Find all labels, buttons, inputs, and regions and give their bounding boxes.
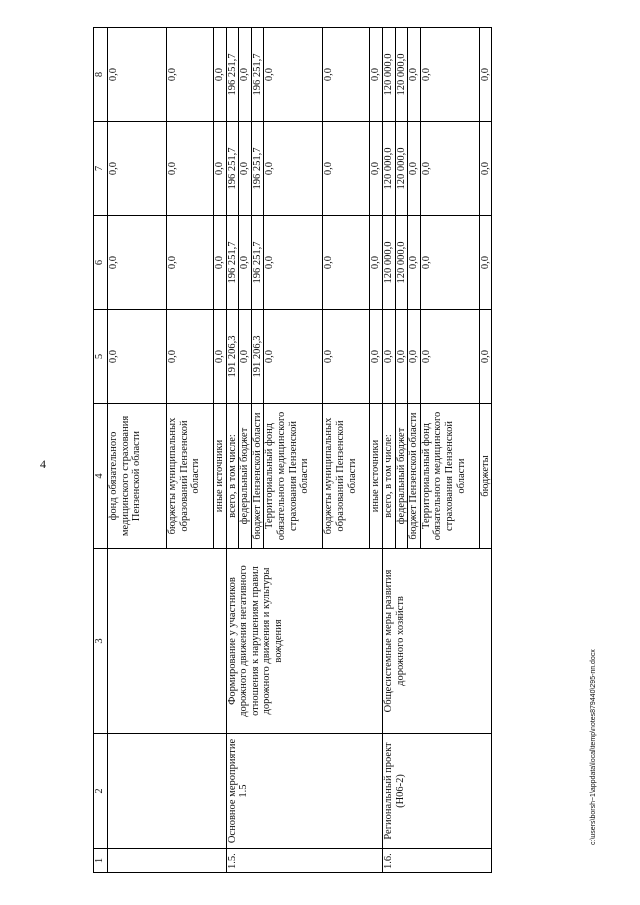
- measure-description: Формирование у участников дорожного движения негативного отношения к нарушениям правил дорожного движения и культуры вождения: [226, 549, 382, 734]
- row-number: 1.6.: [382, 849, 491, 873]
- header-cell: 4: [94, 404, 108, 549]
- value-cell: 0,0: [479, 310, 492, 404]
- value-cell: 196 251,7: [226, 28, 239, 122]
- value-cell: 0,0: [323, 310, 370, 404]
- empty-cell: [108, 549, 227, 734]
- value-cell: 0,0: [264, 28, 323, 122]
- value-cell: 120 000,0: [395, 122, 408, 216]
- source-cell: фонд обязательного медицинского страхования Пензенской области: [108, 404, 167, 549]
- value-cell: 0,0: [167, 310, 214, 404]
- value-cell: 0,0: [420, 28, 479, 122]
- value-cell: 196 251,7: [251, 122, 264, 216]
- value-cell: 0,0: [239, 310, 252, 404]
- value-cell: 0,0: [479, 122, 492, 216]
- value-cell: 120 000,0: [395, 216, 408, 310]
- source-cell: всего, в том числе:: [226, 404, 239, 549]
- source-cell: бюджет Пензенской области: [408, 404, 421, 549]
- table-row: [226, 28, 239, 873]
- header-cell: 1: [94, 849, 108, 873]
- rotated-table-container: [93, 28, 614, 873]
- source-cell: бюджеты муниципальных образований Пензенской области: [323, 404, 370, 549]
- source-cell: федеральный бюджет: [395, 404, 408, 549]
- value-cell: 0,0: [370, 216, 383, 310]
- value-cell: 0,0: [420, 216, 479, 310]
- budget-table: [93, 27, 492, 873]
- source-cell: Территориальный фонд обязательного медицинского страхования Пензенской области: [420, 404, 479, 549]
- value-cell: 0,0: [239, 28, 252, 122]
- value-cell: 0,0: [167, 28, 214, 122]
- value-cell: 0,0: [108, 216, 167, 310]
- measure-type: Региональный проект (Н06-2): [382, 734, 491, 849]
- header-cell: 8: [94, 28, 108, 122]
- source-cell: Территориальный фонд обязательного медицинского страхования Пензенской области: [264, 404, 323, 549]
- value-cell: 0,0: [167, 216, 214, 310]
- empty-cell: [108, 849, 227, 873]
- source-cell: иные источники: [214, 404, 227, 549]
- value-cell: 0,0: [214, 310, 227, 404]
- value-cell: 0,0: [214, 216, 227, 310]
- value-cell: 191 206,3: [251, 310, 264, 404]
- header-cell: 3: [94, 549, 108, 734]
- measure-type: Основное мероприятие 1.5: [226, 734, 382, 849]
- value-cell: 0,0: [264, 122, 323, 216]
- value-cell: 0,0: [370, 310, 383, 404]
- source-cell: федеральный бюджет: [239, 404, 252, 549]
- source-cell: бюджеты: [479, 404, 492, 549]
- value-cell: 0,0: [167, 122, 214, 216]
- row-number: 1.5.: [226, 849, 382, 873]
- value-cell: 0,0: [239, 122, 252, 216]
- value-cell: 120 000,0: [395, 28, 408, 122]
- value-cell: 120 000,0: [382, 28, 395, 122]
- value-cell: 0,0: [420, 310, 479, 404]
- header-cell: 2: [94, 734, 108, 849]
- value-cell: 196 251,7: [226, 122, 239, 216]
- table-row: [108, 28, 167, 873]
- value-cell: 0,0: [420, 122, 479, 216]
- header-cell: 7: [94, 122, 108, 216]
- value-cell: 196 251,7: [251, 216, 264, 310]
- value-cell: 0,0: [382, 310, 395, 404]
- value-cell: 120 000,0: [382, 122, 395, 216]
- header-row: [94, 28, 108, 873]
- value-cell: 0,0: [108, 122, 167, 216]
- file-path: c:\users\borsh~1\appdata\local\temp\notes879440\295-пп.docx: [590, 649, 597, 845]
- value-cell: 0,0: [214, 122, 227, 216]
- value-cell: 0,0: [395, 310, 408, 404]
- value-cell: 0,0: [214, 28, 227, 122]
- header-cell: 6: [94, 216, 108, 310]
- value-cell: 0,0: [408, 310, 421, 404]
- value-cell: 0,0: [408, 28, 421, 122]
- value-cell: 0,0: [323, 122, 370, 216]
- value-cell: 0,0: [323, 28, 370, 122]
- value-cell: 0,0: [479, 216, 492, 310]
- value-cell: 196 251,7: [226, 216, 239, 310]
- value-cell: 0,0: [370, 122, 383, 216]
- source-cell: всего, в том числе:: [382, 404, 395, 549]
- value-cell: 191 206,3: [226, 310, 239, 404]
- value-cell: 0,0: [264, 216, 323, 310]
- measure-description: Общесистемные меры развития дорожного хозяйств: [382, 549, 491, 734]
- value-cell: 0,0: [408, 216, 421, 310]
- value-cell: 0,0: [479, 28, 492, 122]
- source-cell: бюджет Пензенской области: [251, 404, 264, 549]
- source-cell: бюджеты муниципальных образований Пензенской области: [167, 404, 214, 549]
- table-row: [382, 28, 395, 873]
- empty-cell: [108, 734, 227, 849]
- source-cell: иные источники: [370, 404, 383, 549]
- value-cell: 120 000,0: [382, 216, 395, 310]
- value-cell: 0,0: [108, 28, 167, 122]
- value-cell: 0,0: [239, 216, 252, 310]
- value-cell: 0,0: [323, 216, 370, 310]
- value-cell: 0,0: [370, 28, 383, 122]
- page-number: 4: [40, 457, 46, 471]
- value-cell: 0,0: [108, 310, 167, 404]
- value-cell: 196 251,7: [251, 28, 264, 122]
- header-cell: 5: [94, 310, 108, 404]
- value-cell: 0,0: [264, 310, 323, 404]
- value-cell: 0,0: [408, 122, 421, 216]
